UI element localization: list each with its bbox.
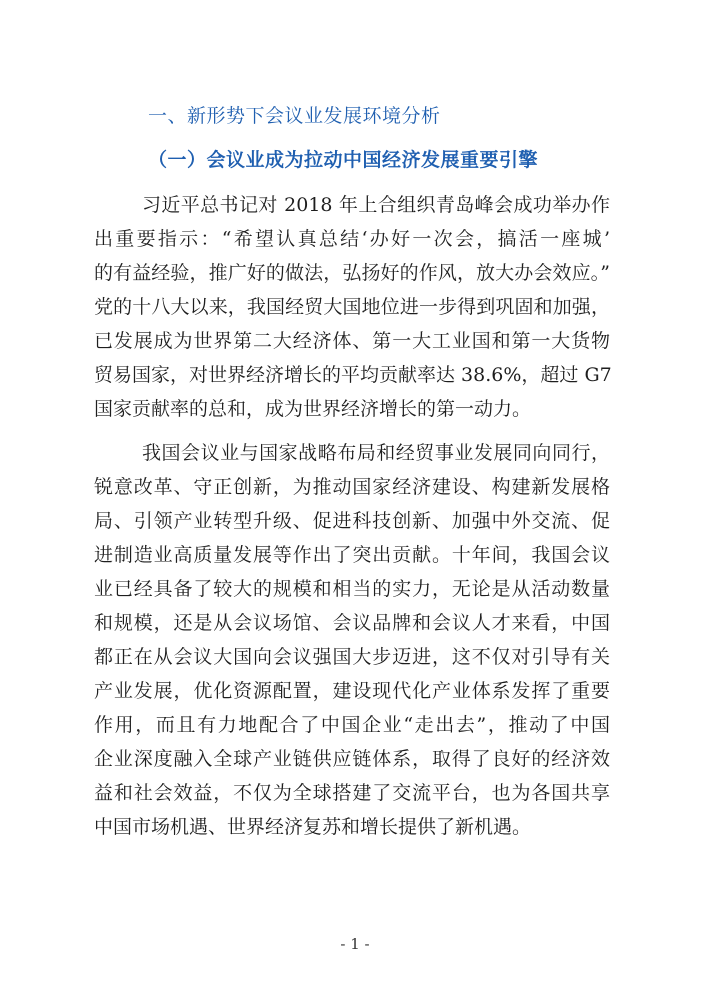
paragraph-line: 国家贡献率的总和，成为世界经济增长的第一动力。 <box>94 398 532 420</box>
paragraph-line: 出重要指示：“希望认真总结‘办好一次会，搞活一座城’ <box>94 228 610 250</box>
paragraph-line: 进制造业高质量发展等作出了突出贡献。十年间，我国会议 <box>94 544 610 566</box>
paragraph-line: 益和社会效益，不仅为全球搭建了交流平台，也为各国共享 <box>94 782 610 804</box>
paragraph-line: 和规模，还是从会议场馆、会议品牌和会议人才来看，中国 <box>94 612 610 634</box>
subsection-heading: （一）会议业成为拉动中国经济发展重要引擎 <box>148 149 539 171</box>
paragraph-line: 企业深度融入全球产业链供应链体系，取得了良好的经济效 <box>94 748 610 770</box>
paragraph-line: 我国会议业与国家战略布局和经贸事业发展同向同行， <box>142 442 610 464</box>
paragraph <box>94 436 610 844</box>
paragraph-line: 锐意改革、守正创新，为推动国家经济建设、构建新发展格 <box>94 476 610 498</box>
paragraph-line: 产业发展，优化资源配置，建设现代化产业体系发挥了重要 <box>94 680 610 702</box>
paragraph-line: 党的十八大以来，我国经贸大国地位进一步得到巩固和加强， <box>94 296 610 318</box>
paragraph-line: 贸易国家，对世界经济增长的平均贡献率达 38.6%，超过 G7 <box>94 364 612 386</box>
paragraph-line: 都正在从会议大国向会议强国大步迈进，这不仅对引导有关 <box>94 646 610 668</box>
section-heading: 一、新形势下会议业发展环境分析 <box>148 105 441 127</box>
paragraph-line: 已发展成为世界第二大经济体、第一大工业国和第一大货物 <box>94 330 610 352</box>
paragraph <box>94 188 610 426</box>
paragraph-line: 的有益经验，推广好的做法，弘扬好的作风，放大办会效应。” <box>94 262 610 284</box>
body-text <box>94 188 610 844</box>
paragraph-line: 中国市场机遇、世界经济复苏和增长提供了新机遇。 <box>94 816 532 838</box>
paragraph-line: 业已经具备了较大的规模和相当的实力，无论是从活动数量 <box>94 578 610 600</box>
paragraph-line: 作用，而且有力地配合了中国企业“走出去”，推动了中国 <box>94 714 610 736</box>
page-number: - 1 - <box>340 935 370 953</box>
paragraph-line: 习近平总书记对 2018 年上合组织青岛峰会成功举办作 <box>142 194 610 216</box>
paragraph-line: 局、引领产业转型升级、促进科技创新、加强中外交流、促 <box>94 510 610 532</box>
